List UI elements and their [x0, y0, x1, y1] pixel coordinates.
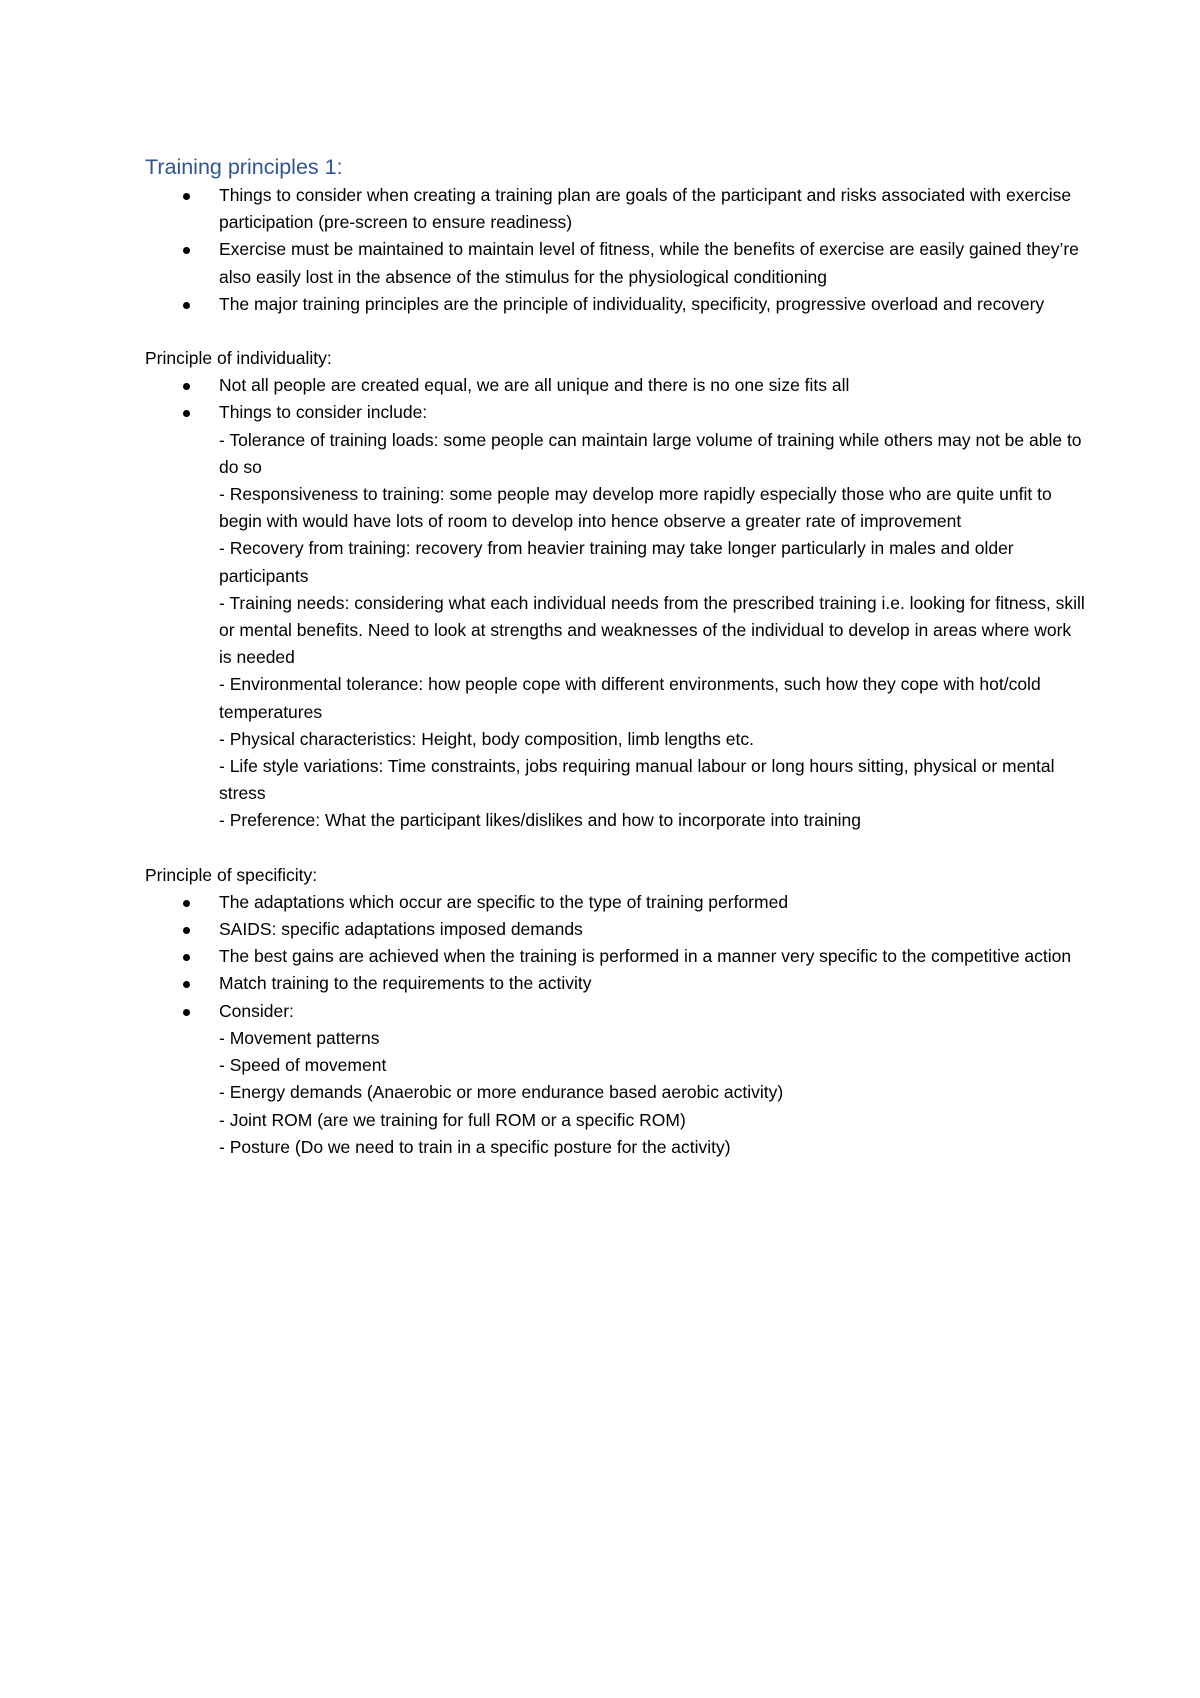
sub-item: - Responsiveness to training: some people may develop more rapidly especially those who are quite unfit to begin with would have lots of room to develop into hence observe a greater rate of improvement	[219, 484, 1052, 532]
page-title: Training principles 1:	[145, 155, 343, 179]
list-item-text: Exercise must be maintained to maintain level of fitness, while the benefits of exercise are easily gained they’re also easily lost in the absence of the stimulus for the physiological conditioning	[219, 239, 1079, 287]
paragraph-spacer	[145, 318, 1085, 345]
list-item	[145, 291, 1085, 318]
bullet-icon	[183, 981, 190, 988]
list-item	[145, 998, 1085, 1161]
list-item	[145, 970, 1085, 997]
bullet-icon	[183, 302, 190, 309]
list-item-text: Not all people are created equal, we are all unique and there is no one size fits all	[219, 375, 850, 396]
bullet-icon	[183, 900, 190, 907]
list-item-text: Things to consider include:	[219, 402, 428, 423]
bullet-icon	[183, 383, 190, 390]
list-item	[145, 889, 1085, 916]
list-item-text: Match training to the requirements to the activity	[219, 973, 592, 994]
list-item	[145, 943, 1085, 970]
bullet-icon	[183, 927, 190, 934]
sub-item: - Movement patterns	[219, 1027, 380, 1048]
document-body	[145, 152, 1085, 1161]
bullet-icon	[183, 193, 190, 200]
sub-item: - Physical characteristics: Height, body composition, limb lengths etc.	[219, 728, 754, 749]
sub-item: - Energy demands (Anaerobic or more endurance based aerobic activity)	[219, 1082, 784, 1103]
sub-item: - Preference: What the participant likes/dislikes and how to incorporate into training	[219, 810, 861, 831]
sub-item: - Posture (Do we need to train in a specific posture for the activity)	[219, 1136, 731, 1157]
list-item	[145, 372, 1085, 399]
individuality-list	[145, 372, 1085, 834]
list-item-text: The adaptations which occur are specific to the type of training performed	[219, 891, 789, 912]
intro-list	[145, 182, 1085, 318]
bullet-icon	[183, 247, 190, 254]
list-item-text: Consider:	[219, 1000, 294, 1021]
list-item	[145, 916, 1085, 943]
sub-item: - Speed of movement	[219, 1055, 387, 1076]
list-item	[145, 182, 1085, 236]
bullet-icon	[183, 954, 190, 961]
list-item-text: SAIDS: specific adaptations imposed demands	[219, 919, 583, 940]
sub-item: - Tolerance of training loads: some people can maintain large volume of training while others may not be able to do so	[219, 429, 1082, 477]
section-title-specificity: Principle of specificity:	[145, 864, 318, 885]
list-item	[145, 236, 1085, 290]
sub-item: - Training needs: considering what each individual needs from the prescribed training i.e. looking for fitness, skill or mental benefits. Need to look at strengths and weaknesses of the individual to develop in areas where work is needed	[219, 592, 1085, 668]
section-title-individuality: Principle of individuality:	[145, 348, 332, 369]
sub-item: - Environmental tolerance: how people cope with different environments, such how they cope with hot/cold temperatures	[219, 674, 1041, 722]
bullet-icon	[183, 1009, 190, 1016]
specificity-list	[145, 889, 1085, 1161]
list-item-text: The best gains are achieved when the training is performed in a manner very specific to the competitive action	[219, 946, 1072, 967]
sub-item: - Life style variations: Time constraints, jobs requiring manual labour or long hours sitting, physical or mental stress	[219, 756, 1055, 804]
list-item-text: Things to consider when creating a training plan are goals of the participant and risks associated with exercise participation (pre-screen to ensure readiness)	[219, 185, 1072, 233]
list-item-text: The major training principles are the principle of individuality, specificity, progressive overload and recovery	[219, 293, 1045, 314]
paragraph-spacer	[145, 835, 1085, 862]
sub-item: - Recovery from training: recovery from heavier training may take longer particularly in males and older participants	[219, 538, 1014, 586]
sub-item: - Joint ROM (are we training for full ROM or a specific ROM)	[219, 1109, 686, 1130]
bullet-icon	[183, 410, 190, 417]
list-item	[145, 399, 1085, 834]
